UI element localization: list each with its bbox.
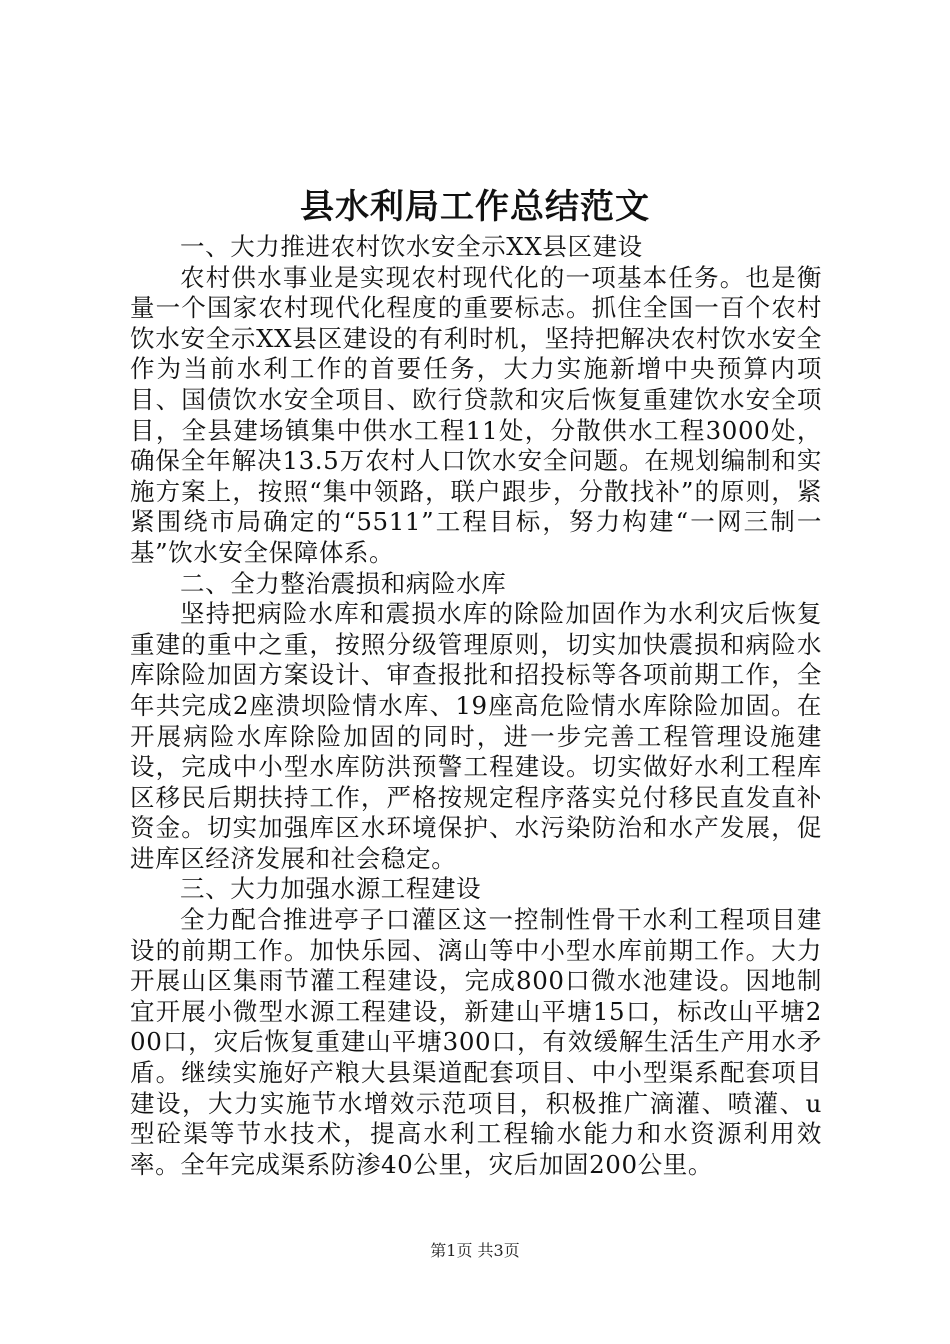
document-title: 县水利局工作总结范文 [300,187,650,227]
page-footer: 第1页 共3页 [430,1241,520,1260]
section-heading-2: 二、全力整治震损和病险水库 [180,568,507,598]
section-paragraph-2: 坚持把病险水库和震损水库的除险加固作为水利灾后恢复重建的重中之重，按照分级管理原则，切实加快震损和病险水库除险加固方案设计、审查报批和招投标等各项前期工作，全年共完成2座溃坝险情水库、19座高危险情水库除险加固。在开展病险水库除险加固的同时，进一步完善工程管理设施建设，完成中小型水库防洪预警工程建设。切实做好水利工程库区移民后期扶持工作，严格按规定程序落实兑付移民直发直补资金。切实加强库区水环境保护、水污染防治和水产发展，促进库区经济发展和社会稳定。 [130,599,822,873]
document-body [130,232,822,1180]
section-paragraph-3: 全力配合推进亭子口灌区这一控制性骨干水利工程项目建设的前期工作。加快乐园、漓山等中小型水库前期工作。大力开展山区集雨节灌工程建设，完成800口微水池建设。因地制宜开展小微型水源工程建设，新建山平塘15口，标改山平塘200口，灾后恢复重建山平塘300口，有效缓解生活生产用水矛盾。继续实施好产粮大县渠道配套项目、中小型渠系配套项目建设，大力实施节水增效示范项目，积极推广滴灌、喷灌、u型砼渠等节水技术，提高水利工程输水能力和水资源利用效率。全年完成渠系防渗40公里，灾后加固200公里。 [130,905,822,1179]
section-heading-3: 三、大力加强水源工程建设 [180,874,482,904]
section-paragraph-1: 农村供水事业是实现农村现代化的一项基本任务。也是衡量一个国家农村现代化程度的重要标志。抓住全国一百个农村饮水安全示XX县区建设的有利时机，坚持把解决农村饮水安全作为当前水利工作的首要任务，大力实施新增中央预算内项目、国债饮水安全项目、欧行贷款和灾后恢复重建饮水安全项目，全县建场镇集中供水工程11处，分散供水工程3000处，确保全年解决13.5万农村人口饮水安全问题。在规划编制和实施方案上，按照“集中领路，联户跟步，分散找补”的原则，紧紧围绕市局确定的“5511”工程目标，努力构建“一网三制一基”饮水安全保障体系。 [130,262,822,567]
section-heading-1: 一、大力推进农村饮水安全示XX县区建设 [180,232,643,261]
